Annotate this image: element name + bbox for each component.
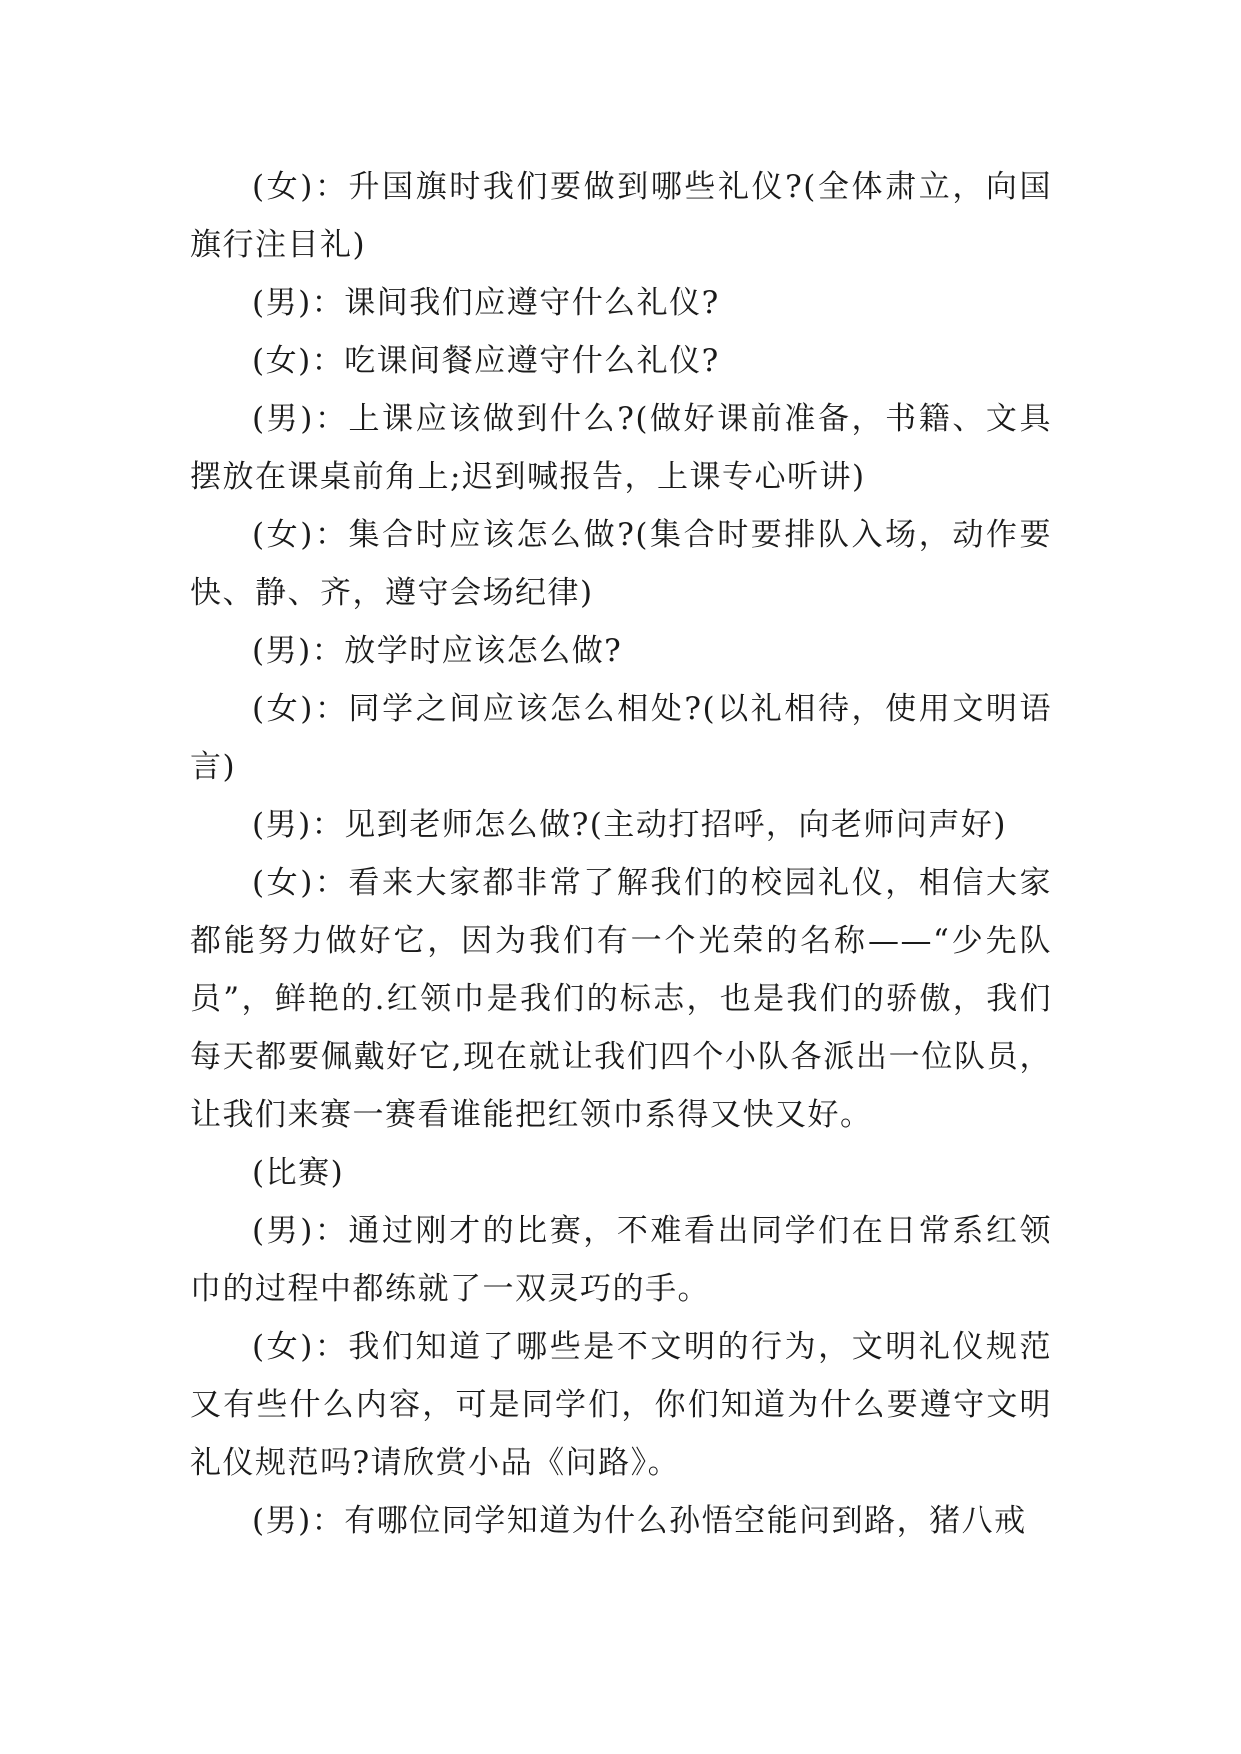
paragraph: (男)：课间我们应遵守什么礼仪? — [252, 285, 720, 321]
paragraph: (女)：吃课间餐应遵守什么礼仪? — [252, 343, 720, 379]
paragraph: (女)：升国旗时我们要做到哪些礼仪?(全体肃立，向国旗行注目礼) — [190, 169, 1052, 263]
paragraph: (女)：看来大家都非常了解我们的校园礼仪，相信大家都能努力做好它，因为我们有一个光荣的名称——“少先队员”，鲜艳的.红领巾是我们的标志，也是我们的骄傲，我们每天都要佩戴好它,现在就让我们四个小队各派出一位队员，让我们来赛一赛看谁能把红领巾系得又快又好。 — [190, 865, 1052, 1133]
document-body — [190, 158, 1052, 1550]
paragraph: (男)：见到老师怎么做?(主动打招呼，向老师问声好) — [252, 807, 1007, 843]
paragraph: (女)：同学之间应该怎么相处?(以礼相待，使用文明语言) — [190, 691, 1052, 785]
paragraph: (男)：放学时应该怎么做? — [252, 633, 623, 669]
paragraph: (男)：通过刚才的比赛，不难看出同学们在日常系红领巾的过程中都练就了一双灵巧的手。 — [190, 1213, 1052, 1307]
paragraph: (男)：有哪位同学知道为什么孙悟空能问到路，猪八戒 — [252, 1503, 1027, 1539]
paragraph: (女)：我们知道了哪些是不文明的行为，文明礼仪规范又有些什么内容，可是同学们，你们知道为什么要遵守文明礼仪规范吗?请欣赏小品《问路》。 — [190, 1329, 1052, 1481]
paragraph: (女)：集合时应该怎么做?(集合时要排队入场，动作要快、静、齐，遵守会场纪律) — [190, 517, 1052, 611]
paragraph: (男)：上课应该做到什么?(做好课前准备，书籍、文具摆放在课桌前角上;迟到喊报告，上课专心听讲) — [190, 401, 1052, 495]
paragraph: (比赛) — [252, 1155, 345, 1191]
